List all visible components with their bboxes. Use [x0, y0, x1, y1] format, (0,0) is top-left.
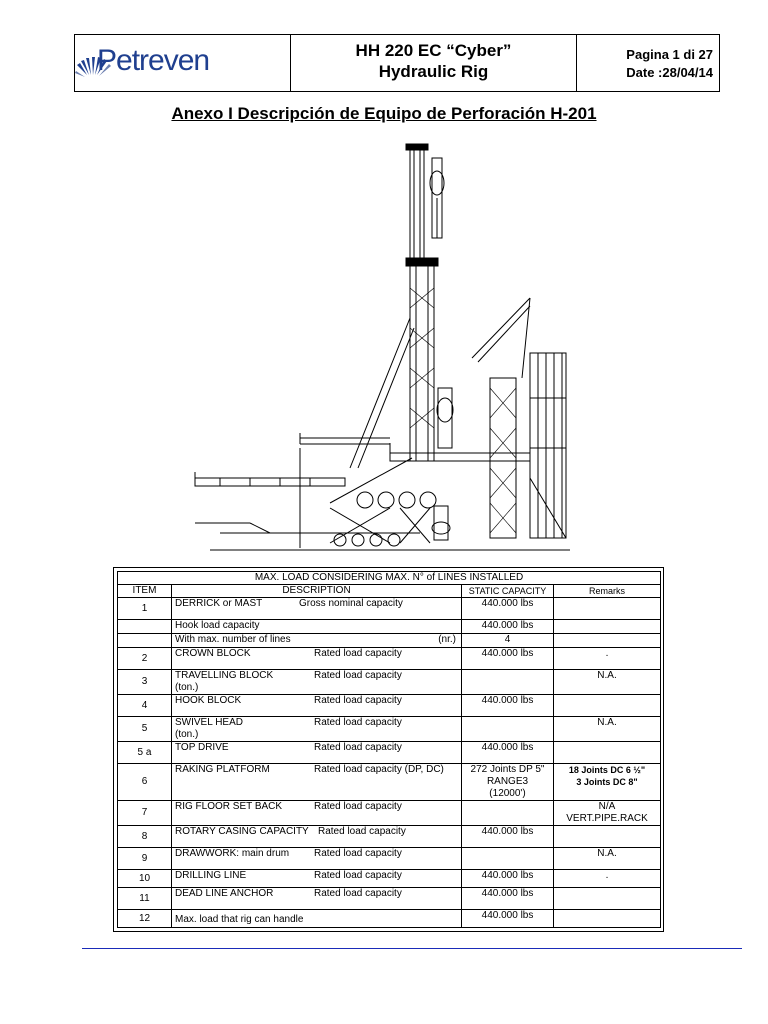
row-remarks	[554, 870, 661, 888]
document-header	[74, 34, 720, 92]
row-component-unit: (ton.)	[175, 682, 199, 693]
row-remarks	[554, 598, 661, 620]
row-component-name: DRILLING LINE	[175, 870, 247, 881]
row-component-name: HOOK BLOCK	[175, 695, 242, 706]
row-item: 9	[118, 848, 172, 870]
capacity-value: 440.000 lbs	[481, 742, 534, 753]
row-component-name: With max. number of lines	[175, 634, 291, 645]
table-row	[118, 634, 661, 648]
table-row	[118, 826, 661, 848]
row-remarks	[554, 648, 661, 670]
company-logo	[75, 35, 291, 91]
row-description	[172, 620, 462, 634]
remarks-value: N.A.	[597, 848, 617, 859]
row-rating-type: Rated load capacity (DP, DC)	[314, 764, 444, 775]
svg-text:Petreven: Petreven	[97, 44, 210, 77]
row-component-name: SWIVEL HEAD	[175, 717, 243, 728]
document-title: Anexo I Descripción de Equipo de Perforación H-201	[171, 104, 597, 123]
table-caption-row	[118, 572, 661, 585]
row-remarks	[554, 742, 661, 764]
row-static-capacity	[462, 801, 554, 826]
row-remarks	[554, 888, 661, 910]
row-remarks	[554, 826, 661, 848]
table-row	[118, 910, 661, 928]
capacity-value: (12000')	[489, 788, 526, 799]
row-static-capacity	[462, 764, 554, 801]
row-component-name: RIG FLOOR SET BACK	[175, 801, 283, 812]
row-rating-type: Rated load capacity	[314, 695, 402, 706]
capacity-value: 440.000 lbs	[481, 598, 534, 609]
row-component-name: RAKING PLATFORM	[175, 764, 270, 775]
row-component-name: DEAD LINE ANCHOR	[175, 888, 274, 899]
row-static-capacity	[462, 888, 554, 910]
row-description	[172, 695, 462, 717]
row-component-name: CROWN BLOCK	[175, 648, 251, 659]
row-component-name: ROTARY CASING CAPACITY	[175, 826, 309, 837]
row-static-capacity	[462, 870, 554, 888]
row-rating-type: Rated load capacity	[314, 801, 402, 812]
table-header-row	[118, 585, 661, 598]
row-component-name: TRAVELLING BLOCK	[175, 670, 274, 681]
page-info	[577, 35, 721, 91]
row-description	[172, 888, 462, 910]
row-remarks	[554, 670, 661, 695]
row-static-capacity	[462, 848, 554, 870]
row-remarks	[554, 848, 661, 870]
capacity-value: RANGE3	[486, 776, 529, 787]
remarks-value: VERT.PIPE.RACK	[566, 813, 648, 824]
capacity-value: 440.000 lbs	[481, 620, 534, 631]
row-item: 10	[118, 870, 172, 888]
table-row	[118, 620, 661, 634]
row-static-capacity	[462, 648, 554, 670]
petreven-logo-icon	[75, 35, 289, 91]
table-row	[118, 598, 661, 620]
row-rating-type: Rated load capacity	[314, 848, 402, 859]
row-rating-type: Rated load capacity	[314, 742, 402, 753]
row-remarks	[554, 634, 661, 648]
row-description	[172, 598, 462, 620]
row-static-capacity	[462, 717, 554, 742]
page-number: Pagina 1 di 27	[626, 47, 713, 62]
row-component-name: Max. load that rig can handle	[175, 914, 304, 925]
table-row	[118, 695, 661, 717]
table-row	[118, 670, 661, 695]
capacity-value: 440.000 lbs	[481, 826, 534, 837]
row-item	[118, 634, 172, 648]
row-description	[172, 764, 462, 801]
document-date: Date :28/04/14	[626, 65, 713, 80]
row-static-capacity	[462, 598, 554, 620]
row-item: 5	[118, 717, 172, 742]
row-static-capacity	[462, 910, 554, 928]
rig-drawing	[190, 138, 580, 558]
remarks-value: 18 Joints DC 6 ½"	[568, 765, 646, 775]
remarks-value: 3 Joints DC 8"	[576, 777, 638, 787]
rig-title-line1: HH 220 EC “Cyber”	[355, 41, 512, 60]
row-item: 12	[118, 910, 172, 928]
header-item: ITEM	[118, 585, 172, 598]
row-component-name: DRAWWORK: main drum	[175, 848, 290, 859]
row-description	[172, 801, 462, 826]
row-item: 6	[118, 764, 172, 801]
row-item: 4	[118, 695, 172, 717]
row-component-name: DERRICK or MAST	[175, 598, 263, 609]
header-remarks: Remarks	[554, 585, 661, 598]
row-description	[172, 717, 462, 742]
row-description	[172, 826, 462, 848]
row-remarks	[554, 764, 661, 801]
table-caption: MAX. LOAD CONSIDERING MAX. N° of LINES INSTALLED	[118, 572, 661, 585]
row-description	[172, 648, 462, 670]
row-remarks	[554, 801, 661, 826]
footer-divider	[82, 948, 742, 949]
row-remarks	[554, 910, 661, 928]
table-row	[118, 717, 661, 742]
capacity-value: 272 Joints DP 5"	[470, 764, 545, 775]
rig-title	[291, 35, 577, 91]
table-row	[118, 848, 661, 870]
remarks-value: .	[605, 870, 609, 881]
remarks-value: N/A	[598, 801, 616, 812]
table-row	[118, 648, 661, 670]
row-rating-type: Rated load capacity	[314, 670, 402, 681]
row-item: 1	[118, 598, 172, 620]
row-rating-type: Rated load capacity	[314, 888, 402, 899]
capacity-value: 4	[504, 634, 511, 645]
row-rating-type: Gross nominal capacity	[299, 598, 403, 609]
row-item: 8	[118, 826, 172, 848]
row-rating-type: Rated load capacity	[314, 648, 402, 659]
row-remarks	[554, 620, 661, 634]
rig-capacity-table	[113, 567, 664, 932]
row-description	[172, 742, 462, 764]
capacity-value: 440.000 lbs	[481, 888, 534, 899]
row-item: 2	[118, 648, 172, 670]
table-row	[118, 870, 661, 888]
table-row	[118, 888, 661, 910]
row-item: 11	[118, 888, 172, 910]
row-description	[172, 670, 462, 695]
row-component-name: Hook load capacity	[175, 620, 260, 631]
row-description	[172, 848, 462, 870]
remarks-value: .	[605, 648, 609, 659]
row-remarks	[554, 717, 661, 742]
capacity-value: 440.000 lbs	[481, 648, 534, 659]
row-component-name: TOP DRIVE	[175, 742, 229, 753]
row-static-capacity	[462, 634, 554, 648]
row-description	[172, 634, 462, 648]
row-static-capacity	[462, 826, 554, 848]
header-description: DESCRIPTION	[172, 585, 462, 598]
row-rating-type: Rated load capacity	[314, 717, 402, 728]
table-row	[118, 764, 661, 801]
row-description	[172, 870, 462, 888]
row-static-capacity	[462, 670, 554, 695]
row-static-capacity	[462, 742, 554, 764]
table-row	[118, 801, 661, 826]
remarks-value: N.A.	[597, 717, 617, 728]
capacity-value: 440.000 lbs	[481, 910, 534, 921]
row-remarks	[554, 695, 661, 717]
row-rating-type: Rated load capacity	[318, 826, 406, 837]
header-capacity: STATIC CAPACITY	[462, 585, 554, 598]
row-static-capacity	[462, 620, 554, 634]
row-item: 3	[118, 670, 172, 695]
table-row	[118, 742, 661, 764]
row-static-capacity	[462, 695, 554, 717]
row-component-unit: (ton.)	[175, 729, 199, 740]
row-item	[118, 620, 172, 634]
row-item: 7	[118, 801, 172, 826]
row-rating-type: Rated load capacity	[314, 870, 402, 881]
row-description	[172, 910, 462, 928]
rig-title-line2: Hydraulic Rig	[378, 62, 489, 81]
row-item: 5 a	[118, 742, 172, 764]
capacity-value: 440.000 lbs	[481, 870, 534, 881]
capacity-value: 440.000 lbs	[481, 695, 534, 706]
row-unit: (nr.)	[438, 634, 456, 645]
remarks-value: N.A.	[597, 670, 617, 681]
